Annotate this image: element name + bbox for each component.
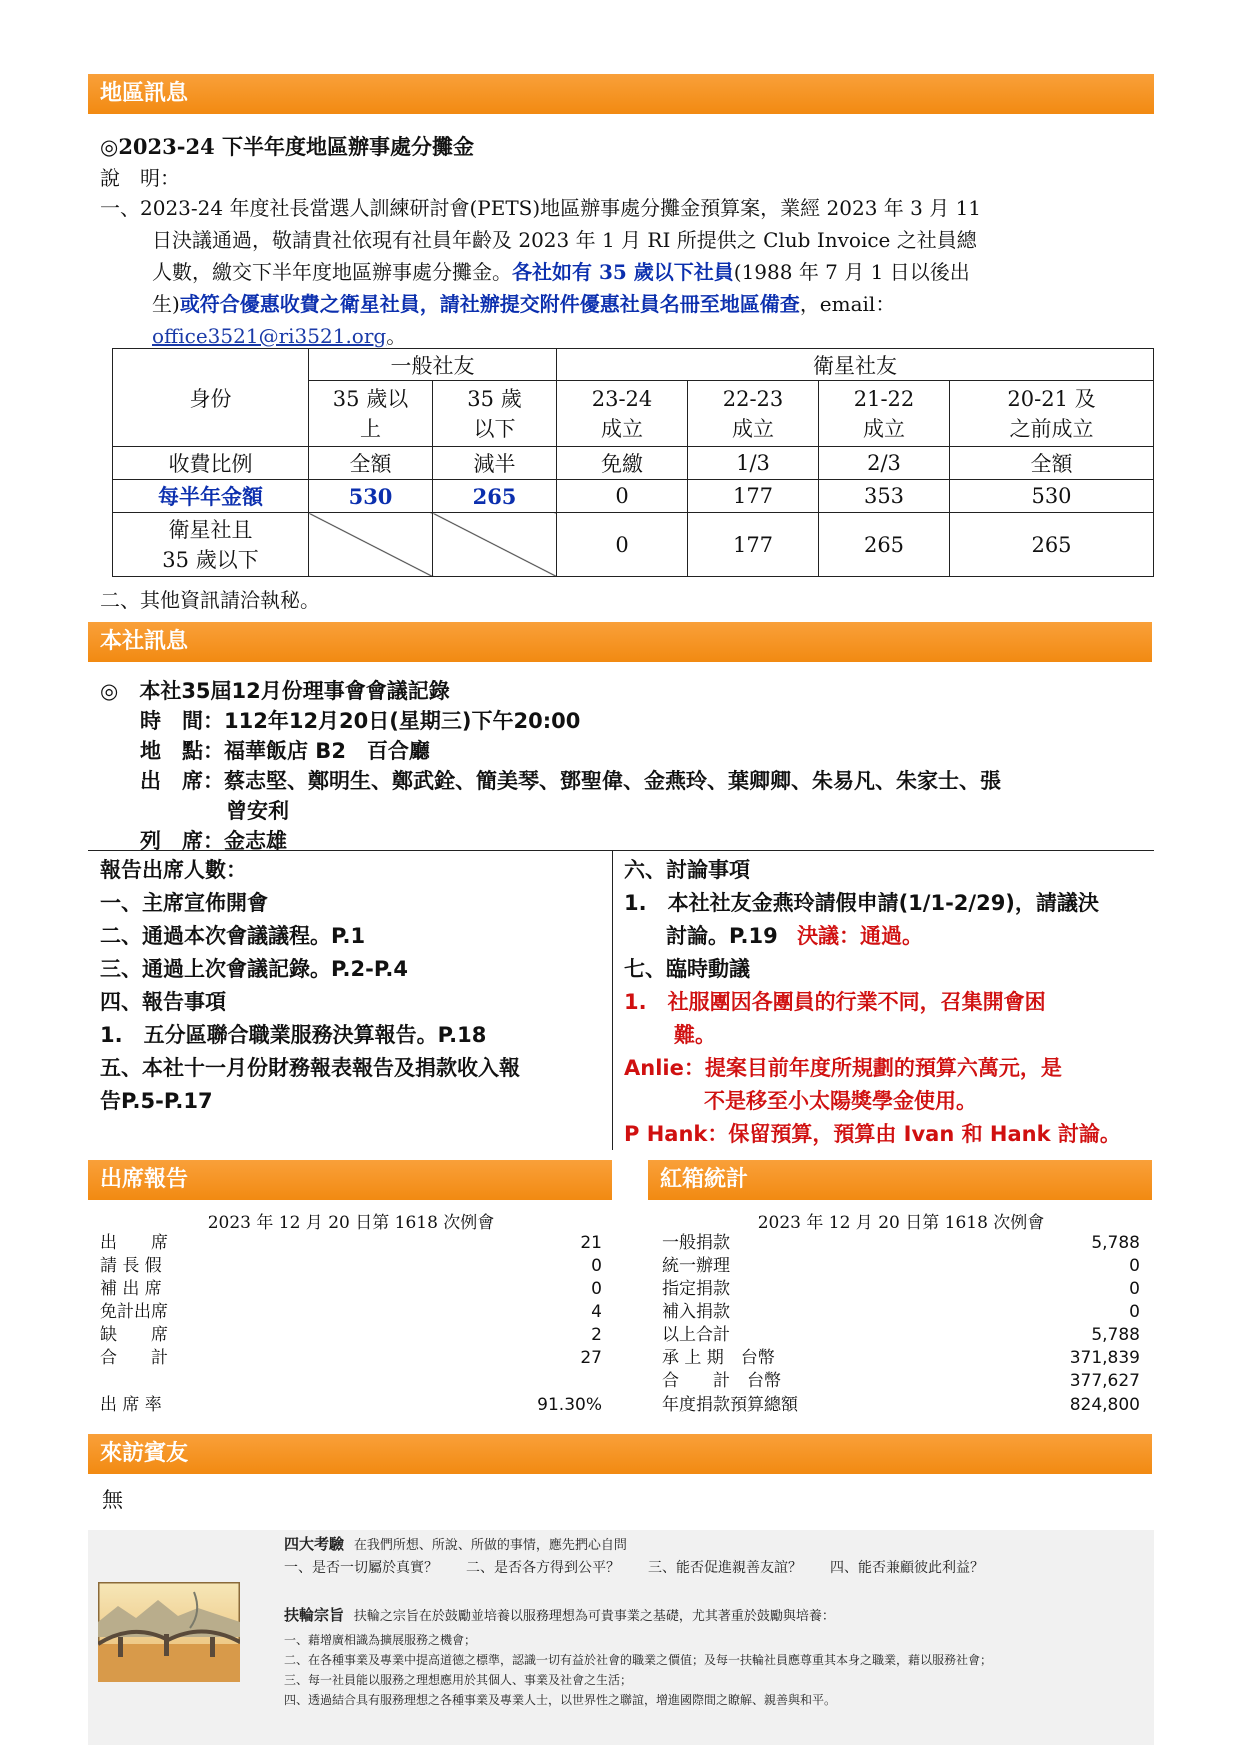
highlight-under-35: 各社如有 35 歲以下社員 [512, 260, 734, 284]
meeting-place: 地 點：福華飯店 B2 百合廳 [140, 739, 430, 763]
stat-value: 824,800 [1069, 1395, 1140, 1415]
four-way-test-title: 四大考驗 [284, 1535, 345, 1553]
fee-col: 21-22 成立 [819, 381, 950, 447]
fee-cell: 177 [688, 513, 819, 577]
object-point-1: 一、藉增廣相識為擴展服務之機會； [284, 1633, 477, 1647]
fee-table [112, 348, 1154, 577]
paragraph-text: 。 [386, 324, 407, 348]
fee-cell: 減半 [433, 447, 557, 480]
phank-comment: P Hank：保留預算，預算由 Ivan 和 Hank 討論。 [624, 1122, 1121, 1146]
stat-label: 一般捐款 [662, 1233, 730, 1253]
attendance-rate: 91.30% [537, 1395, 602, 1415]
meeting-observer: 列 席：金志雄 [140, 829, 287, 853]
discussion-item-cont [624, 920, 1159, 953]
minutes-item: 三、通過上次會議記錄。P.2-P.4 [100, 957, 408, 981]
minutes-divider-top [88, 850, 1154, 851]
fee-cell-not-applicable [433, 513, 557, 577]
paragraph-line-2: 日決議通過，敬請貴社依現有社員年齡及 2023 年 1 月 RI 所提供之 Club Invoice 之社員總 [152, 228, 977, 252]
stat-value: 0 [1129, 1256, 1140, 1276]
fee-col: 20-21 及 之前成立 [950, 381, 1154, 447]
fee-cell: 2/3 [819, 447, 950, 480]
object-of-rotary [284, 1602, 1144, 1710]
attendance-panel [100, 1208, 602, 1433]
motion-item: 1. 社服團因各團員的行業不同，召集開會困 [624, 990, 1046, 1014]
stat-value: 5,788 [1091, 1233, 1140, 1253]
fee-cell: 265 [433, 480, 557, 513]
fee-row-label: 收費比例 [113, 447, 309, 480]
paragraph-text: 生) [152, 292, 180, 316]
motion-item-cont: 難。 [674, 1023, 716, 1047]
district-title: ◎2023-24 下半年度地區辦事處分攤金 [100, 134, 475, 159]
stat-value: 0 [591, 1256, 602, 1276]
minutes-item: 五、本社十一月份財務報表報告及捐款收入報 [100, 1056, 520, 1080]
fee-cell: 353 [819, 480, 950, 513]
minutes-divider-middle [612, 850, 613, 1150]
minutes-item: 二、通過本次會議議程。P.1 [100, 924, 366, 948]
fee-header-satellite: 衛星社友 [557, 349, 1154, 381]
minutes-item: 一、主席宣佈開會 [100, 891, 268, 915]
four-way-test-questions: 一、是否一切屬於真實？ 二、是否各方得到公平？ 三、能否促進親善友誼？ 四、能否兼顧彼此利益？ [284, 1560, 984, 1576]
section-header-district: 地區訊息 [88, 74, 1154, 114]
fee-header-identity: 身份 [113, 349, 309, 447]
paragraph-text: (1988 年 7 月 1 日以後出 [733, 260, 970, 284]
four-way-test-subtitle: 在我們所想、所說、所做的事情，應先捫心自問 [353, 1538, 627, 1553]
district-paragraph [100, 192, 1160, 352]
stat-label: 以上合計 [662, 1325, 730, 1345]
fee-cell: 1/3 [688, 447, 819, 480]
stat-label: 補 出 席 [100, 1279, 162, 1299]
stat-label: 合 計 [100, 1348, 168, 1368]
stat-value: 377,627 [1069, 1371, 1140, 1391]
meeting-title: ◎ 本社35屆12月份理事會會議記錄 [100, 679, 450, 703]
stat-value: 5,788 [1091, 1325, 1140, 1345]
minutes-item: 報告出席人數： [100, 858, 247, 882]
fee-row-label: 衛星社且 35 歲以下 [113, 513, 309, 577]
stat-label: 缺 席 [100, 1325, 168, 1345]
stat-value: 27 [580, 1348, 602, 1368]
fee-col: 22-23 成立 [688, 381, 819, 447]
section-header-club: 本社訊息 [88, 622, 1152, 662]
paragraph-text: ，email： [799, 292, 896, 316]
anlie-comment-cont: 不是移至小太陽獎學金使用。 [704, 1089, 977, 1113]
stat-value: 21 [580, 1233, 602, 1253]
discussion-item: 1. 本社社友金燕玲請假申請(1/1-2/29)，請議決 [624, 891, 1099, 915]
resolution: 決議：通過。 [797, 924, 924, 948]
minutes-item: 四、報告事項 [100, 990, 226, 1014]
four-way-test [284, 1534, 1144, 1580]
object-point-3: 三、每一社員能以服務之理想應用於其個人、事業及社會之生活； [284, 1673, 633, 1687]
stat-label: 出 席 率 [100, 1395, 162, 1415]
stat-value: 0 [1129, 1279, 1140, 1299]
fee-cell: 177 [688, 480, 819, 513]
visitors-text: 無 [102, 1488, 123, 1512]
minutes-item: 1. 五分區聯合職業服務決算報告。P.18 [100, 1023, 487, 1047]
minutes-left-column [100, 854, 605, 1118]
minutes-item: 告P.5-P.17 [100, 1089, 213, 1113]
object-title: 扶輪宗旨 [284, 1606, 345, 1624]
stat-label: 請 長 假 [100, 1256, 162, 1276]
minutes-heading-motions: 七、臨時動議 [624, 957, 750, 981]
fee-cell: 530 [950, 480, 1154, 513]
meeting-info [100, 676, 1160, 856]
fee-cell-not-applicable [309, 513, 433, 577]
fee-cell: 全額 [950, 447, 1154, 480]
meeting-time: 時 間：112年12月20日(星期三)下午20:00 [140, 709, 581, 733]
section-header-attendance: 出席報告 [88, 1160, 612, 1200]
fee-cell: 265 [950, 513, 1154, 577]
stat-label: 統一辦理 [662, 1256, 730, 1276]
bridge-painting [98, 1582, 240, 1682]
minutes-right-column [624, 854, 1159, 1151]
stat-value: 0 [591, 1279, 602, 1299]
fee-header-general: 一般社友 [309, 349, 557, 381]
minutes-heading-discussion: 六、討論事項 [624, 858, 750, 882]
fee-cell: 全額 [309, 447, 433, 480]
object-point-4: 四、透過結合具有服務理想之各種事業及專業人士，以世界性之聯誼，增進國際間之瞭解、親善與和平。 [284, 1693, 837, 1707]
object-subtitle: 扶輪之宗旨在於鼓勵並培養以服務理想為可貴事業之基礎，尤其著重於鼓勵與培養： [353, 1609, 835, 1624]
discussion-ref: 討論。P.19 [666, 924, 778, 948]
section-header-visitors: 來訪賓友 [88, 1434, 1152, 1474]
meeting-attendees-cont: 曾安利 [226, 799, 289, 823]
district-other-info: 二、其他資訊請洽執秘。 [100, 588, 320, 612]
stat-value: 4 [591, 1302, 602, 1322]
fee-col: 35 歲以 上 [309, 381, 433, 447]
attendance-meeting: 2023 年 12 月 20 日第 1618 次例會 [207, 1213, 495, 1233]
redbox-panel [662, 1208, 1140, 1433]
stat-label: 年度捐款預算總額 [662, 1395, 798, 1415]
fee-cell: 0 [557, 480, 688, 513]
fee-col: 23-24 成立 [557, 381, 688, 447]
stat-label: 承 上 期 台幣 [662, 1348, 775, 1368]
paragraph-line-1: 一、2023-24 年度社長當選人訓練研討會(PETS)地區辦事處分攤金預算案，業經 2023 年 3 月 11 [100, 196, 982, 220]
fee-cell: 265 [819, 513, 950, 577]
stat-label: 補入捐款 [662, 1302, 730, 1322]
section-header-redbox: 紅箱統計 [648, 1160, 1152, 1200]
stat-value: 0 [1129, 1302, 1140, 1322]
footer-panel [88, 1530, 1154, 1745]
fee-cell: 530 [309, 480, 433, 513]
anlie-comment: Anlie：提案目前年度所規劃的預算六萬元，是 [624, 1056, 1062, 1080]
meeting-attendees: 出 席：蔡志堅、鄭明生、鄭武銓、簡美琴、鄧聖偉、金燕玲、葉卿卿、朱易凡、朱家士、張 [140, 769, 1001, 793]
stat-label: 出 席 [100, 1233, 168, 1253]
paragraph-text: 人數，繳交下半年度地區辦事處分攤金。 [152, 260, 512, 284]
district-intro: 說 明： [100, 166, 180, 190]
stat-label: 指定捐款 [662, 1279, 730, 1299]
highlight-satellite-members: 或符合優惠收費之衛星社員，請社辦提交附件優惠社員名冊至地區備查 [179, 292, 800, 316]
stat-label: 合 計 台幣 [662, 1371, 781, 1391]
paragraph-line-4 [100, 288, 1160, 320]
email-link[interactable]: office3521@ri3521.org [152, 324, 387, 348]
stat-label: 免計出席 [100, 1302, 168, 1322]
fee-cell: 0 [557, 513, 688, 577]
paragraph-line-3 [100, 256, 1160, 288]
bridge-painting-icon [98, 1582, 240, 1682]
fee-row-label-amount: 每半年金額 [113, 480, 309, 513]
fee-col: 35 歲 以下 [433, 381, 557, 447]
fee-cell: 免繳 [557, 447, 688, 480]
object-point-2: 二、在各種事業及專業中提高道德之標準，認識一切有益於社會的職業之價值；及每一扶輪社員應尊重其本身之職業，藉以服務社會； [284, 1653, 993, 1667]
redbox-meeting: 2023 年 12 月 20 日第 1618 次例會 [757, 1213, 1045, 1233]
stat-value: 2 [591, 1325, 602, 1345]
stat-value: 371,839 [1069, 1348, 1140, 1368]
